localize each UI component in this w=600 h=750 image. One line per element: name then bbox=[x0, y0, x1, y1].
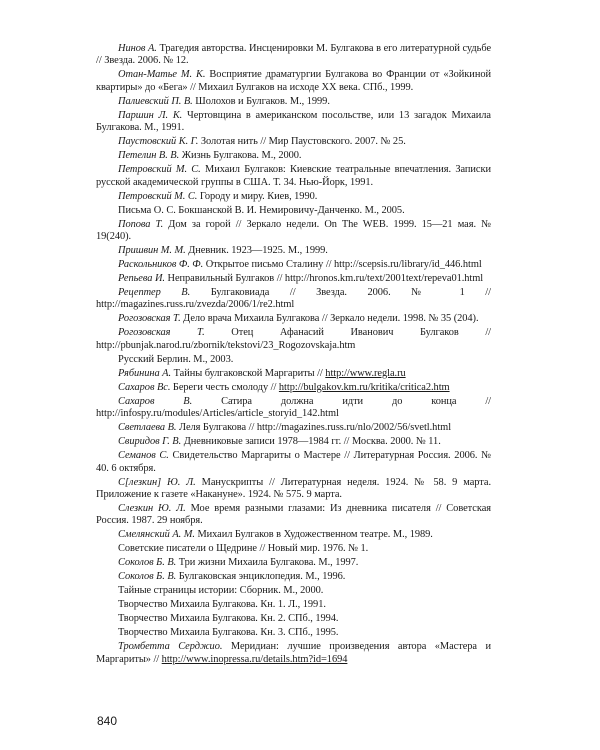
bibliography-entry bbox=[96, 627, 491, 639]
entry-text: Письма О. С. Бокшанской В. И. Немировичу-Данченко. М., 2005. bbox=[118, 204, 405, 216]
entry-text: Сатира должна идти до конца // http://infospy.ru/modules/Articles/article_storyid_142.html bbox=[96, 395, 492, 420]
entry-author: Попова Т. bbox=[118, 218, 164, 230]
entry-text: Неправильный Булгаков // http://hronos.km.ru/text/2001text/repeva01.html bbox=[164, 273, 484, 285]
bibliography-entry bbox=[96, 96, 491, 108]
entry-text: Меридиан: лучшие произведения автора «Мастера и Маргариты» // bbox=[96, 641, 491, 665]
entry-text: Дневник. 1923—1925. М., 1999. bbox=[185, 245, 328, 257]
bibliography-list bbox=[96, 43, 491, 666]
entry-text: Творчество Михаила Булгакова. Кн. 1. Л., 1991. bbox=[118, 599, 326, 611]
bibliography-entry bbox=[96, 191, 491, 203]
bibliography-entry bbox=[96, 436, 491, 448]
bibliography-entry bbox=[96, 354, 491, 366]
bibliography-entry bbox=[96, 259, 491, 271]
entry-author: Раскольников Ф. Ф. bbox=[118, 259, 204, 271]
page-number: 840 bbox=[97, 714, 118, 728]
bibliography-entry bbox=[96, 529, 491, 541]
entry-text: Творчество Михаила Булгакова. Кн. 2. СПб., 1994. bbox=[118, 613, 339, 625]
entry-author: Петровский М. С. bbox=[118, 190, 198, 202]
entry-author: Тромбетта Серджио. bbox=[118, 641, 223, 653]
entry-text: Трагедия авторства. Инсценировки М. Булгакова в его литературной судьбе // Звезда. 2006. № 12. bbox=[96, 43, 492, 67]
entry-author: Рябинина А. bbox=[118, 367, 172, 379]
entry-text: Леля Булгакова // http://magazines.russ.ru/nlo/2002/56/svetl.html bbox=[176, 422, 452, 434]
bibliography-entry bbox=[96, 110, 491, 135]
entry-text: Городу и миру. Киев, 1990. bbox=[197, 190, 318, 202]
entry-text: Береги честь смолоду // bbox=[170, 381, 279, 393]
bibliography-entry bbox=[96, 150, 491, 162]
entry-link[interactable]: http://www.regla.ru bbox=[325, 367, 406, 379]
bibliography-entry bbox=[96, 313, 491, 325]
entry-text: Три жизни Михаила Булгакова. М., 1997. bbox=[176, 557, 359, 569]
entry-text: Жизнь Булгакова. М., 2000. bbox=[179, 150, 302, 162]
entry-text: Тайны булгаковской Маргариты // bbox=[171, 367, 326, 379]
entry-text: Свидетельство Маргариты о Мастере // Литературная Россия. 2006. № 40. 6 октября. bbox=[96, 450, 492, 474]
entry-author: Рогозовская Т. bbox=[118, 313, 181, 325]
bibliography-entry bbox=[96, 422, 491, 434]
entry-text: Открытое письмо Сталину // http://scepsis.ru/library/id_446.html bbox=[203, 259, 482, 271]
entry-text: Восприятие драматургии Булгакова во Франции от «Зойкиной квартиры» до «Бега» // Михаил Булгаков на исходе XX века. СПб., 1999. bbox=[96, 69, 491, 93]
entry-link[interactable]: http://www.inopressa.ru/details.htm?id=1694 bbox=[161, 653, 348, 665]
entry-text: Шолохов и Булгаков. М., 1999. bbox=[192, 95, 330, 107]
bibliography-entry bbox=[96, 382, 491, 394]
entry-author: Свиридов Г. В. bbox=[118, 436, 182, 448]
entry-author: Соколов Б. В. bbox=[118, 557, 177, 569]
bibliography-entry bbox=[96, 477, 491, 502]
entry-author: Рецептер В. bbox=[118, 287, 191, 299]
entry-author: Петелин В. В. bbox=[118, 150, 180, 162]
entry-author: Отан-Матье М. К. bbox=[118, 69, 206, 81]
entry-author: Петровский М. С. bbox=[118, 164, 201, 176]
entry-text: Чертовщина в американском посольстве, или 13 загадок Михаила Булгакова. М., 1991. bbox=[96, 109, 491, 134]
entry-text: Творчество Михаила Булгакова. Кн. 3. СПб., 1995. bbox=[118, 627, 339, 639]
bibliography-entry bbox=[96, 136, 491, 148]
bibliography-entry bbox=[96, 503, 491, 528]
bibliography-entry bbox=[96, 219, 491, 244]
entry-author: Рогозовская Т. bbox=[118, 327, 205, 339]
entry-author: Соколов Б. В. bbox=[118, 571, 177, 583]
entry-text: Булгаковская энциклопедия. М., 1996. bbox=[176, 571, 346, 583]
entry-text: Дом за горой // Зеркало недели. On The WEB. 1999. 15—21 мая. № 19(240). bbox=[96, 218, 491, 243]
bibliography-entry bbox=[96, 571, 491, 583]
bibliography-entry bbox=[96, 287, 491, 312]
entry-link[interactable]: http://bulgakov.km.ru/kritika/critica2.htm bbox=[278, 381, 450, 393]
bibliography-entry bbox=[96, 543, 491, 555]
entry-author: Паршин Л. К. bbox=[118, 109, 183, 121]
entry-text: Русский Берлин. М., 2003. bbox=[118, 353, 234, 365]
entry-text: Манускрипты // Литературная неделя. 1924. № 58. 9 марта. Приложение к газете «Накануне». 1924. № 575. 9 марта. bbox=[96, 476, 491, 501]
entry-author: Смелянский А. М. bbox=[118, 529, 195, 541]
entry-author: Нинов А. bbox=[118, 43, 157, 54]
entry-text: Михаил Булгаков: Киевские театральные впечатления. Записки русской академической группы в США. Т. 34. Нью-Йорк, 1991. bbox=[96, 164, 491, 188]
entry-text: Мое время разными глазами: Из дневника писателя // Советская Россия. 1987. 29 ноября. bbox=[96, 503, 491, 527]
bibliography-entry bbox=[96, 599, 491, 611]
entry-author: Палиевский П. В. bbox=[118, 95, 193, 107]
bibliography-entry bbox=[96, 396, 491, 421]
entry-author: Светлаева В. bbox=[118, 422, 177, 434]
bibliography-entry bbox=[96, 245, 491, 257]
bibliography-entry bbox=[96, 273, 491, 285]
entry-text: Дело врача Михаила Булгакова // Зеркало недели. 1998. № 35 (204). bbox=[180, 313, 479, 325]
entry-author: Репьева И. bbox=[118, 273, 165, 285]
entry-author: Пришвин М. М. bbox=[118, 245, 186, 257]
entry-text: Булгаковиада // Звезда. 2006. № 1 // http://magazines.russ.ru/zvezda/2006/1/re2.html bbox=[96, 287, 491, 311]
entry-text: Михаил Булгаков в Художественном театре. М., 1989. bbox=[194, 529, 433, 541]
bibliography-entry bbox=[96, 368, 491, 380]
bibliography-entry bbox=[96, 164, 491, 189]
bibliography-entry bbox=[96, 450, 491, 475]
entry-text: Дневниковые записи 1978—1984 гг. // Москва. 2000. № 11. bbox=[181, 436, 441, 448]
bibliography-entry bbox=[96, 557, 491, 569]
entry-text: Отец Афанасий Иванович Булгаков // http://pbunjak.narod.ru/zbornik/tekstovi/23_Rogozovskaja.htm bbox=[96, 327, 492, 351]
entry-text: Советские писатели о Щедрине // Новый мир. 1976. № 1. bbox=[118, 543, 369, 555]
entry-author: Сахаров В. bbox=[118, 395, 193, 407]
entry-text: Тайные страницы истории: Сборник. М., 2000. bbox=[118, 585, 324, 597]
bibliography-entry bbox=[96, 205, 491, 217]
entry-author: Семанов С. bbox=[118, 450, 169, 462]
entry-text: Золотая нить // Мир Паустовского. 2007. № 25. bbox=[198, 136, 406, 148]
bibliography-entry bbox=[96, 327, 491, 352]
bibliography-entry bbox=[96, 69, 491, 94]
bibliography-page bbox=[96, 43, 491, 668]
entry-author: С[лезкин] Ю. Л. bbox=[118, 476, 196, 488]
bibliography-entry bbox=[96, 613, 491, 625]
entry-author: Паустовский К. Г. bbox=[118, 136, 199, 148]
bibliography-entry bbox=[96, 641, 491, 666]
entry-author: Слезкин Ю. Л. bbox=[118, 503, 186, 515]
bibliography-entry bbox=[96, 585, 491, 597]
bibliography-entry bbox=[96, 43, 491, 68]
entry-author: Сахаров Вс. bbox=[118, 381, 171, 393]
